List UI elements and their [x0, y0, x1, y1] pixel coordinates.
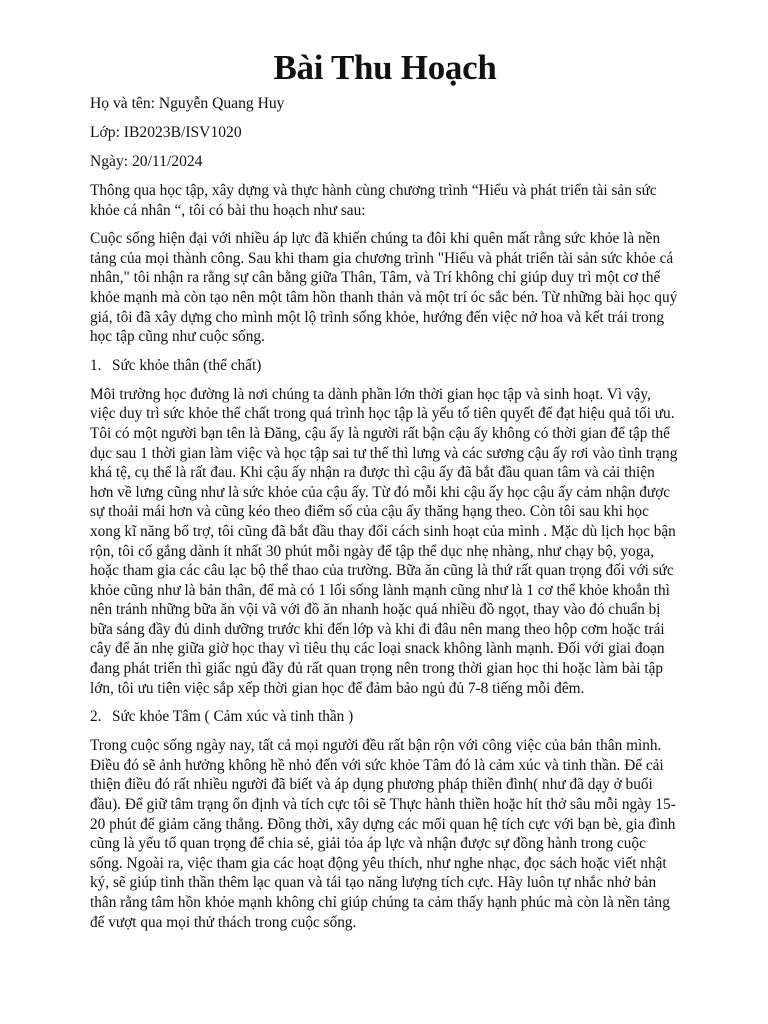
student-class: Lớp: IB2023B/ISV1020: [90, 124, 242, 141]
section-number: 1.: [90, 356, 102, 374]
student-name: Họ và tên: Nguyễn Quang Huy: [90, 95, 285, 112]
section-heading-text: Sức khỏe Tâm ( Cảm xúc và tinh thần ): [112, 708, 354, 726]
section-body-mental: Trong cuộc sống ngày nay, tất cả mọi người đều rất bận rộn với công việc của bản thân mình. Điều đó sẽ ảnh hưởng không hề nhỏ đến với sức khỏe Tâm đó là cảm xúc và tinh thần. Để cải thiện điều đó rất nhiều người đã biết và áp dụng phương pháp thiền đình( như đã dạy ở buổi đầu). Để giữ tâm trạng ổn định và tích cực tôi sẽ Thực hành thiền hoặc hít thở sâu mỗi ngày 15-20 phút để giảm căng thẳng. Đồng thời, xây dựng các mối quan hệ tích cực với bạn bè, gia đình cũng là yếu tố quan trọng để chia sẻ, giải tỏa áp lực và nhận được sự đồng hành trong cuộc sống. Ngoài ra, việc tham gia các hoạt động yêu thích, như nghe nhạc, đọc sách hoặc viết nhật ký, sẽ giúp tinh thần thêm lạc quan và tái tạo năng lượng tích cực. Hãy luôn tự nhắc nhở bản thân rằng tâm hồn khỏe mạnh không chỉ giúp chúng ta cảm thấy hạnh phúc mà còn là nền tảng để vượt qua mọi thử thách trong cuộc sống.: [90, 737, 676, 931]
section-body-physical: Môi trường học đường là nơi chúng ta dành phần lớn thời gian học tập và sinh hoạt. Vì vậy, việc duy trì sức khỏe thể chất trong quá trình học tập là yếu tố tiên quyết để đạt hiệu quả tối ưu. Tôi có một người bạn tên là Đăng, cậu ấy là người rất bận cậu ấy không có thời gian để tập thể dục sau 1 thời gian làm việc và học tập sai tư thế thì lưng và các sương cậu ấy rơi vào tình trạng khá tệ, cụ thể là rất đau. Khi cậu ấy nhận ra được thì cậu ấy đã bắt đầu quan tâm và cải thiện hơn về lưng cũng như là sức khỏe của cậu ấy. Từ đó mỗi khi cậu ấy học cậu ấy cảm nhận được sự thoải mái hơn và cũng kéo theo điểm số của cậu ấy thăng hạng theo. Còn tôi sau khi học xong kĩ năng bổ trợ, tôi cũng đã bắt đầu thay đổi cách sinh hoạt của mình . Mặc dù lịch học bận rộn, tôi cố gắng dành ít nhất 30 phút mỗi ngày để tập thể dục nhẹ nhàng, như chạy bộ, yoga, hoặc tham gia các câu lạc bộ thể thao của trường. Bữa ăn cũng là thứ rất quan trọng đối với sức khỏe cũng như là bản thân, để mà có 1 lối sống lành mạnh cũng như là 1 cơ thể khỏe khoắn thì nên tránh những bữa ăn vội vã với đồ ăn nhanh hoặc quá nhiều đồ ngọt, thay vào đó chuẩn bị bữa sáng đầy đủ dinh dưỡng trước khi đến lớp và khi đi đâu nên mang theo hộp cơm hoặc trái cây để ăn nhẹ giữa giờ học thay vì tiêu thụ các loại snack không lành mạnh. Đối với giai đoạn đang phát triển thì giấc ngủ đầy đủ rất quan trọng nên trong thời gian học thi hoặc làm bài tập lớn, tôi ưu tiên việc sắp xếp thời gian học để đảm bảo ngủ đủ 7-8 tiếng mỗi đêm.: [90, 385, 678, 697]
report-date: Ngày: 20/11/2024: [90, 153, 203, 170]
intro-paragraph: Thông qua học tập, xây dựng và thực hành cùng chương trình “Hiểu và phát triển tài sản sức khỏe cá nhân “, tôi có bài thu hoạch như sau:: [90, 182, 657, 219]
section-heading-mental: [90, 707, 680, 727]
document-page: [90, 44, 680, 941]
section-heading-text: Sức khỏe thân (thể chất): [112, 356, 262, 374]
section-heading-physical: [90, 356, 680, 376]
overview-paragraph: Cuộc sống hiện đại với nhiều áp lực đã khiến chúng ta đôi khi quên mất rằng sức khỏe là nền tảng của mọi thành công. Sau khi tham gia chương trình "Hiểu và phát triển tài sản sức khỏe cá nhân," tôi nhận ra rằng sự cân bằng giữa Thân, Tâm, và Trí không chỉ giúp duy trì một cơ thể khỏe mạnh mà còn tạo nên một tâm hồn thanh thản và một trí óc sắc bén. Từ những bài học quý giá, tôi đã xây dựng cho mình một lộ trình sống khỏe, hướng đến việc nở hoa và kết trái trong học tập cũng như cuộc sống.: [90, 230, 678, 346]
section-number: 2.: [90, 708, 102, 726]
document-title: Bài Thu Hoạch: [273, 48, 497, 87]
